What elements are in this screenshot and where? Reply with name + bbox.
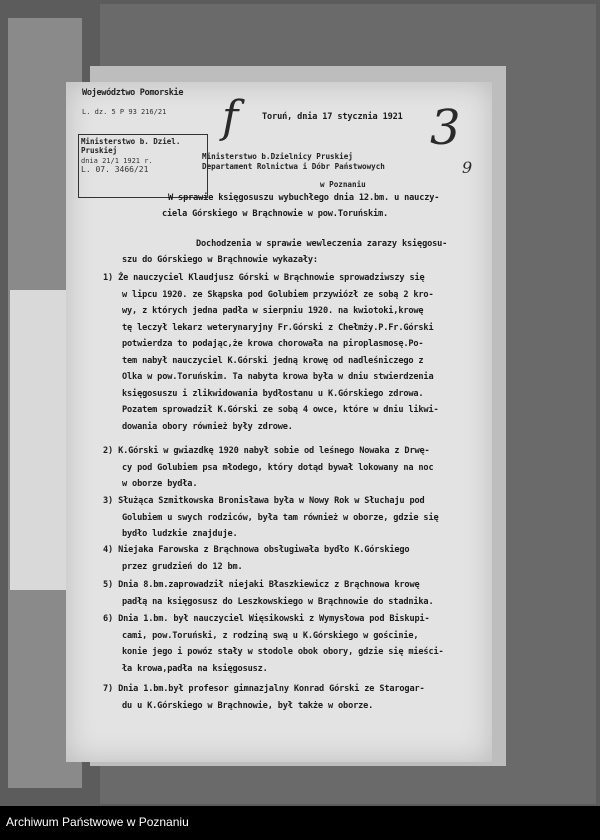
voivodeship-stamp — [82, 88, 186, 126]
archive-name: Archiwum Państwowe w Poznaniu — [6, 815, 189, 829]
body-line: 1) Że nauczyciel Klaudjusz Górski w Brąchnowie sprowadziwszy się — [103, 273, 425, 283]
handwritten-initial: f — [222, 92, 239, 143]
body-line: cy pod Golubiem psa młodego, który dotąd bywał lokowany na noc — [122, 462, 434, 473]
body-line: 3) Służąca Szmitkowska Bronisława była w Nowy Rok w Słuchaju pod — [103, 496, 425, 506]
body-line: w lipcu 1920. ze Skąpska pod Golubiem przywiózł ze sobą 2 kro- — [122, 289, 434, 300]
addressee-city: w Poznaniu — [320, 180, 366, 189]
body-line: 4) Niejaka Farowska z Brąchnowa obsługiwała bydło K.Górskiego — [103, 545, 410, 555]
intro-line-2: szu do Górskiego w Brąchnowie wykazały: — [122, 255, 318, 265]
body-line: Pozatem sprowadził K.Górski ze sobą 4 owce, które w dniu likwi- — [122, 405, 439, 415]
archive-footer — [0, 806, 600, 840]
subject-line-2: ciela Górskiego w Brąchnowie w pow.Toruńskim. — [162, 209, 389, 219]
body-line: bydło ludzkie znajduje. — [122, 529, 238, 539]
document-date: Toruń, dnia 17 stycznia 1921 — [262, 112, 403, 122]
intro-line-1: Dochodzenia w sprawie wewleczenia zarazy księgosu- — [196, 239, 448, 249]
body-line: ła krowa,padła na księgosusz. — [122, 663, 268, 674]
body-line: dowania obory również były zdrowe. — [122, 421, 293, 432]
ministry-stamp-date: dnia 21/1 1921 r. — [81, 157, 153, 165]
body-line: 7) Dnia 1.bm.był profesor gimnazjalny Konrad Górski ze Starogar- — [103, 684, 425, 694]
ministry-stamp-number: L. 07. 3466/21 — [81, 165, 149, 174]
addressee-line-2: Departament Rolnictwa i Dóbr Państwowych — [202, 162, 385, 171]
body-line: przez grudzień do 12 bm. — [122, 561, 243, 572]
voivodeship-stamp-title: Województwo Pomorskie — [82, 88, 184, 98]
body-line: tę leczył lekarz weterynaryjny Fr.Górski z Chełmży.P.Fr.Górski — [122, 322, 434, 333]
body-line: 2) K.Górski w gwiazdkę 1920 nabył sobie od leśnego Nowaka z Drwę- — [103, 446, 430, 456]
ministry-stamp — [78, 134, 208, 198]
body-line: Olka w pow.Toruńskim. Ta nabyta krowa była w dniu stwierdzenia — [122, 372, 434, 382]
subject-line-1: W sprawie księgosuszu wybuchłego dnia 12.bm. u nauczy- — [168, 193, 440, 203]
ministry-stamp-title: Ministerstwo b. Dziel. Pruskiej — [81, 137, 181, 155]
body-line: cami, pow.Toruński, z rodziną swą u K.Górskiego w gościnie, — [122, 630, 419, 641]
handwritten-sub-number: 9 — [462, 158, 473, 177]
handwritten-page-number: 3 — [430, 100, 461, 156]
voivodeship-stamp-number: L. dz. 5 P 93 216/21 — [82, 108, 167, 116]
body-line: konie jego i powóz stały w stodole obok obory, gdzie się mieści- — [122, 647, 444, 657]
body-line: wy, z których jedna padła w sierpniu 1920. na kwiotoki,krowę — [122, 306, 424, 316]
body-line: księgosuszu i zlikwidowania bydłostanu u K.Górskiego zdrowa. — [122, 388, 424, 399]
body-line: du u K.Górskiego w Brąchnowie, był także w oborze. — [122, 700, 374, 711]
body-line: 6) Dnia 1.bm. był nauczyciel Więsikowski z Wymysłowa pod Biskupi- — [103, 614, 430, 624]
paper-strip — [10, 290, 70, 590]
body-line: tem nabył nauczyciel K.Górski jedną krowę od nadleśniczego z — [122, 355, 424, 366]
body-line: 5) Dnia 8.bm.zaprowadził niejaki Błaszkiewicz z Brąchnowa krowę — [103, 580, 420, 590]
body-line: Golubiem u swych rodziców, była tam również w oborze, gdzie się — [122, 512, 439, 523]
body-line: padłą na księgosusz do Leszkowskiego w Brąchnowie do stadnika. — [122, 596, 434, 607]
body-line: w oborze bydła. — [122, 479, 198, 489]
body-line: potwierdza to podając,że krowa chorowała na piroplasmosę.Po- — [122, 339, 424, 349]
addressee-line-1: Ministerstwo b.Dzielnicy Pruskiej — [202, 152, 353, 161]
